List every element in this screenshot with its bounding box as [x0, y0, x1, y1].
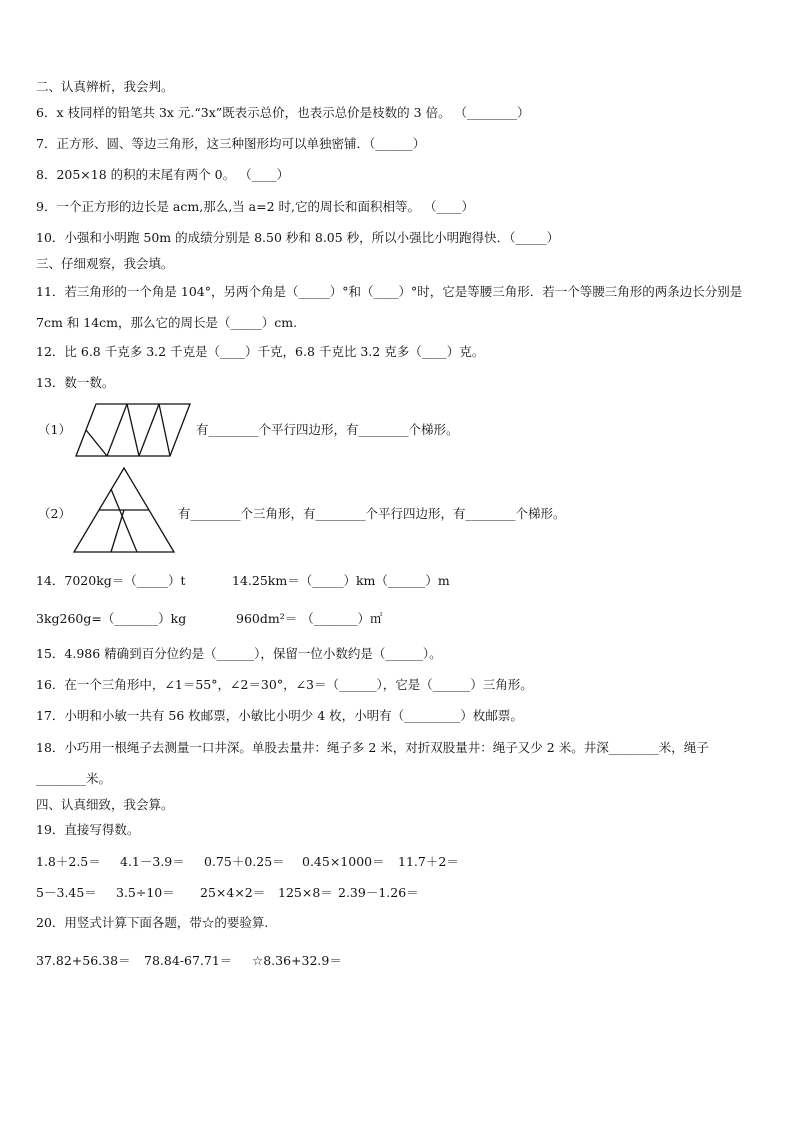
question-14a: 14．7020kg＝（_____）t [36, 573, 186, 588]
question-14c: 3kg260g=（_______）kg [36, 611, 187, 626]
q13-part2-text: 有________个三角形，有________个平行四边形，有________个梯形。 [178, 506, 566, 521]
q19-item: 5－3.45＝ [36, 885, 97, 900]
q20-item: ☆8.36+32.9＝ [252, 953, 342, 968]
divider-line [107, 404, 127, 456]
question-12: 12．比 6.8 千克多 3.2 千克是（____）千克，6.8 千克比 3.2 克多（____）克。 [36, 344, 485, 359]
q13-part1-label: （1） [38, 422, 71, 437]
q19-item: 4.1－3.9＝ [120, 854, 185, 869]
question-19: 19．直接写得数。 [36, 822, 140, 837]
question-13: 13．数一数。 [36, 375, 115, 390]
section2-heading: 二、认真辨析，我会判。 [36, 79, 174, 94]
q19-item: 125×8＝ [278, 885, 333, 900]
q19-item: 2.39－1.26＝ [338, 885, 419, 900]
question-9: 9．一个正方形的边长是 acm,那么,当 a=2 时,它的周长和面积相等。 （____） [36, 199, 474, 214]
q19-item: 11.7＋2＝ [398, 854, 459, 869]
question-17: 17．小明和小敏一共有 56 枚邮票，小敏比小明少 4 枚，小明有（_________）枚邮票。 [36, 708, 523, 723]
section4-heading: 四、认真细致，我会算。 [36, 797, 174, 812]
question-11: 11．若三角形的一个角是 104°，另两个角是（_____）°和（____）°时，它是等腰三角形．若一个等腰三角形的两条边长分别是 7cm 和 14cm，那么它的周长是（_____）cm. [36, 284, 743, 330]
diagonal-line [86, 430, 107, 456]
inner-line [111, 510, 124, 552]
q13-part1-text: 有________个平行四边形，有________个梯形。 [196, 422, 459, 437]
q20-item: 78.84-67.71＝ [144, 953, 233, 968]
q19-item: 25×4×2＝ [200, 885, 266, 900]
question-14b: 14.25km＝（_____）km（______）m [232, 573, 450, 588]
triangle-figure [72, 466, 176, 554]
question-6: 6．x 枝同样的铅笔共 3x 元.“3x”既表示总价，也表示总价是枝数的 3 倍。 （________） [36, 105, 530, 120]
q19-item: 0.75＋0.25＝ [204, 854, 285, 869]
question-16: 16．在一个三角形中，∠1＝55°，∠2＝30°，∠3＝（______），它是（______）三角形。 [36, 677, 533, 692]
inner-line [111, 489, 137, 552]
divider-line [139, 404, 159, 456]
question-10: 10．小强和小明跑 50m 的成绩分别是 8.50 秒和 8.05 秒，所以小强比小明跑得快．（_____） [36, 230, 560, 245]
q19-item: 3.5÷10＝ [116, 885, 175, 900]
q19-item: 0.45×1000＝ [302, 854, 385, 869]
question-15: 15．4.986 精确到百分位约是（______），保留一位小数约是（______）。 [36, 646, 442, 661]
q19-item: 1.8＋2.5＝ [36, 854, 101, 869]
question-14d: 960dm²＝ （_______）㎡ [236, 611, 383, 626]
q13-part2-label: （2） [38, 506, 71, 521]
question-8: 8．205×18 的积的末尾有两个 0。 （____） [36, 167, 290, 182]
q20-item: 37.82+56.38＝ [36, 953, 131, 968]
parallelogram-figure [74, 402, 194, 458]
question-7: 7．正方形、圆、等边三角形，这三种图形均可以单独密铺．（______） [36, 136, 426, 151]
diagonal-line [159, 404, 170, 456]
section3-heading: 三、仔细观察，我会填。 [36, 256, 174, 271]
question-20: 20．用竖式计算下面各题，带☆的要验算. [36, 915, 269, 930]
diagonal-line [127, 404, 139, 456]
question-18: 18．小巧用一根绳子去测量一口井深。单股去量井：绳子多 2 米，对折双股量井：绳子又少 2 米。井深________米，绳子________米。 [36, 740, 709, 786]
